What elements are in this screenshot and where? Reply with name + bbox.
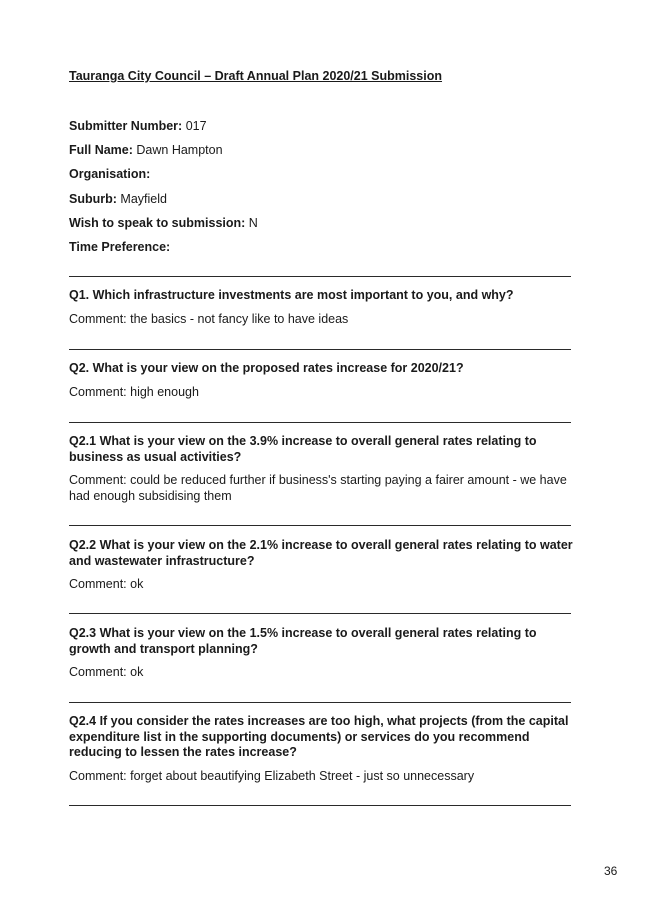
page-number: 36 <box>604 864 618 878</box>
question-block-q2-2 <box>69 538 579 593</box>
question-text: Q1. Which infrastructure investments are most important to you, and why? <box>69 288 514 302</box>
question-text: Q2.4 If you consider the rates increases are too high, what projects (from the capital expenditure list in the supporting documents) or services do you recommend reducing to lessen the rates increase? <box>69 714 569 759</box>
organisation-label: Organisation: <box>69 167 151 182</box>
section-divider <box>69 525 571 526</box>
section-divider <box>69 422 571 423</box>
full-name-value: Dawn Hampton <box>136 143 223 158</box>
section-divider <box>69 349 571 350</box>
submitter-number-value: 017 <box>185 119 207 133</box>
time-preference-label: Time Preference: <box>69 239 171 254</box>
suburb-row <box>69 191 574 215</box>
full-name-row <box>69 142 574 166</box>
section-divider <box>69 613 571 614</box>
question-block-q2-3 <box>69 626 579 681</box>
question-text: Q2. What is your view on the proposed rates increase for 2020/21? <box>69 361 464 375</box>
speak-to-submission-row <box>69 215 574 239</box>
question-text: Q2.2 What is your view on the 2.1% increase to overall general rates relating to water and wastewater infrastructure? <box>69 538 573 568</box>
organisation-row <box>69 166 574 190</box>
question-comment: Comment: high enough <box>69 384 199 399</box>
time-preference-row <box>69 239 574 263</box>
submitter-number-row <box>69 118 574 142</box>
question-comment: Comment: ok <box>69 665 144 679</box>
question-block-q2-4 <box>69 714 579 784</box>
question-comment: Comment: ok <box>69 577 144 591</box>
document-title: Tauranga City Council – Draft Annual Plan 2020/21 Submission <box>69 69 443 83</box>
submitter-details <box>69 118 574 263</box>
question-comment: Comment: the basics - not fancy like to have ideas <box>69 311 349 326</box>
question-comment: Comment: forget about beautifying Elizabeth Street - just so unnecessary <box>69 768 475 783</box>
speak-to-submission-value: N <box>248 215 258 230</box>
section-divider <box>69 276 571 277</box>
suburb-label: Suburb: <box>69 191 117 206</box>
question-comment: Comment: could be reduced further if business's starting paying a fairer amount - we have had enough subsidising them <box>69 473 567 503</box>
question-block-q2 <box>69 361 579 400</box>
section-divider <box>69 805 571 806</box>
speak-to-submission-label: Wish to speak to submission: <box>69 215 246 230</box>
section-divider <box>69 702 571 703</box>
question-text: Q2.3 What is your view on the 1.5% increase to overall general rates relating to growth and transport planning? <box>69 626 537 656</box>
submitter-number-label: Submitter Number: <box>69 119 183 133</box>
question-text: Q2.1 What is your view on the 3.9% increase to overall general rates relating to business as usual activities? <box>69 434 537 464</box>
question-block-q1 <box>69 288 579 327</box>
full-name-label: Full Name: <box>69 143 133 158</box>
suburb-value: Mayfield <box>120 191 167 206</box>
question-block-q2-1 <box>69 434 579 504</box>
